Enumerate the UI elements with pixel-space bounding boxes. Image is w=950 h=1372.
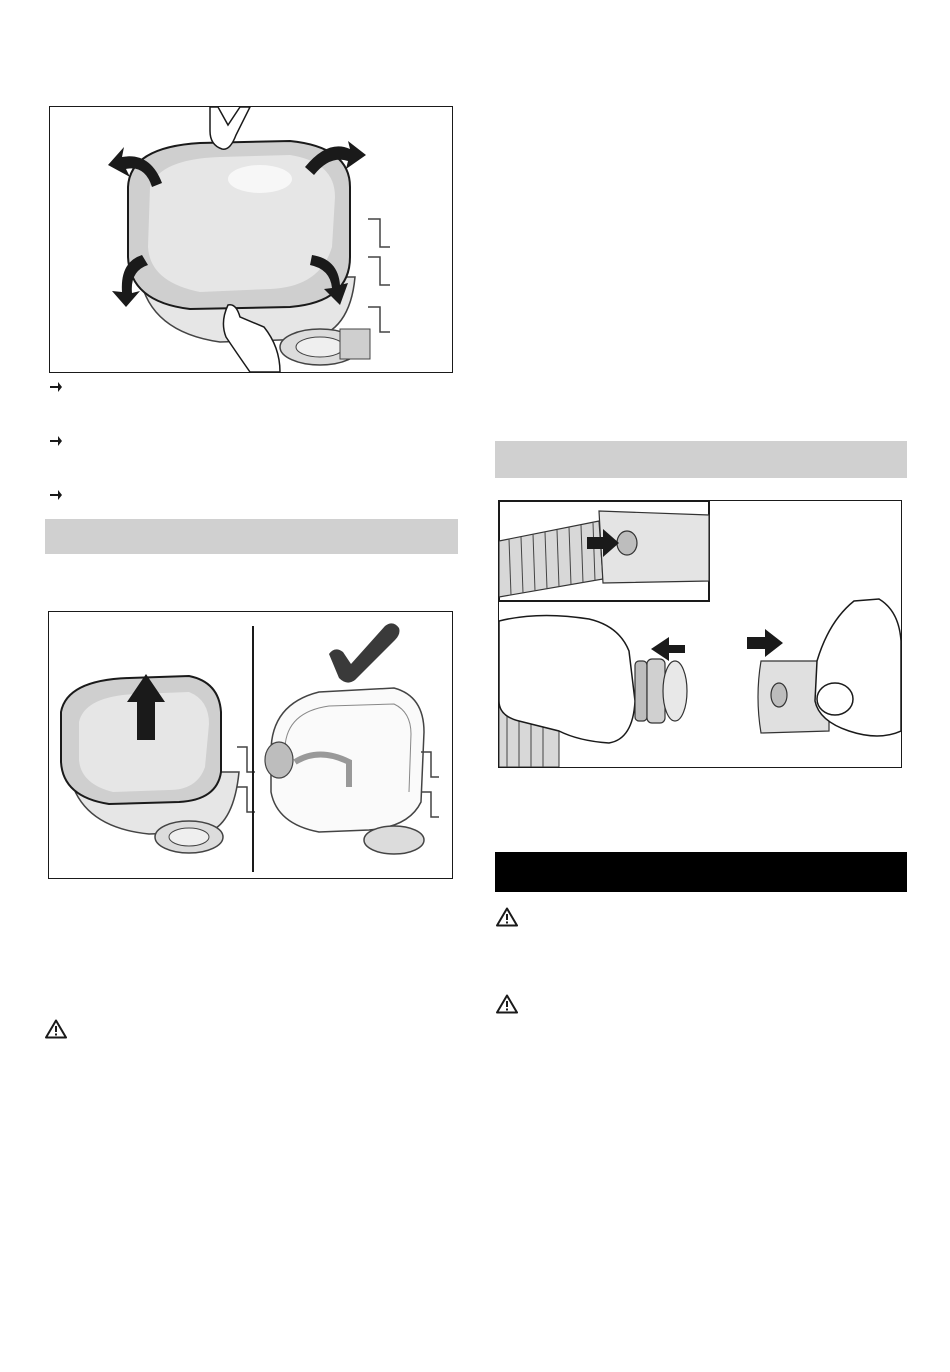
arrow-right-icon (49, 488, 63, 502)
figure-unfold-filter-bag (49, 106, 453, 373)
figure-hose-connection (498, 500, 902, 768)
arrow-right-icon (49, 434, 63, 448)
warning-triangle-icon (496, 994, 518, 1014)
danger-heading-bar (495, 852, 907, 892)
warning-triangle-icon (496, 907, 518, 927)
checkmark-icon (329, 623, 400, 682)
right-arrow-icon (747, 629, 783, 657)
warning-triangle-icon (45, 1019, 67, 1039)
arrow-right-icon (49, 380, 63, 394)
figure-remove-filter-bag (48, 611, 453, 879)
section-heading-bar (45, 519, 458, 554)
section-heading-bar (495, 441, 907, 478)
left-arrow-icon (651, 637, 685, 661)
